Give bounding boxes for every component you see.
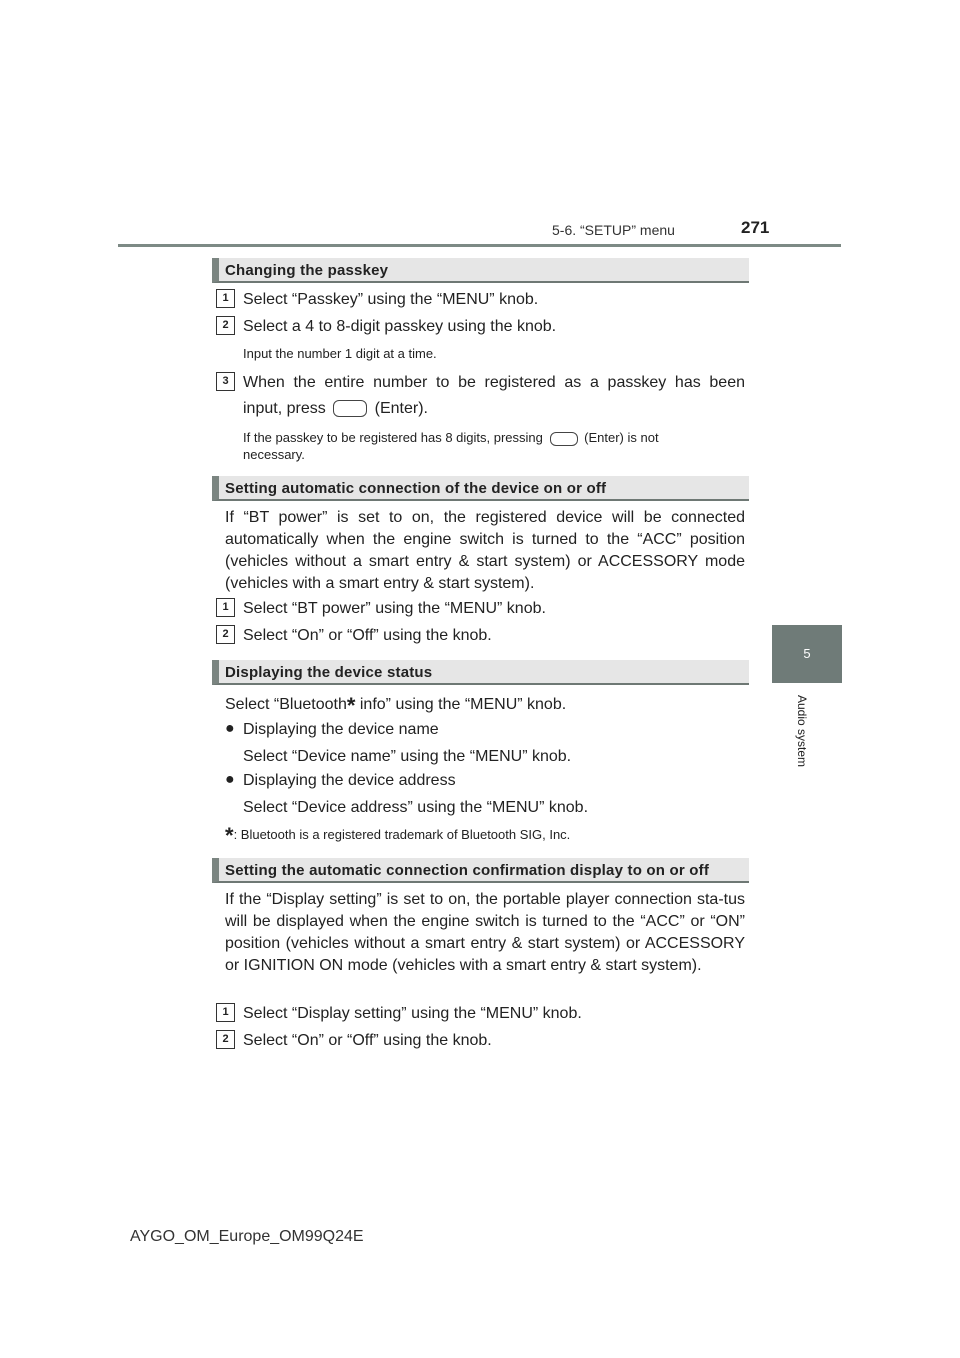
intro-text xyxy=(225,694,566,716)
header-rule xyxy=(118,244,841,247)
note-text: (Enter) is not xyxy=(584,430,659,445)
step-text: Select “On” or “Off” using the knob. xyxy=(243,627,492,644)
chapter-tab: 5 xyxy=(772,625,842,683)
step-number: 1 xyxy=(216,1003,235,1022)
section-title: Changing the passkey xyxy=(225,262,389,279)
note-text: If the passkey to be registered has 8 digits, pressing xyxy=(243,430,543,445)
step-text: Select “Display setting” using the “MENU” knob. xyxy=(243,1005,582,1022)
step-text: input, press xyxy=(243,400,326,417)
document-code: AYGO_OM_Europe_OM99Q24E xyxy=(130,1228,364,1245)
paragraph: If the “Display setting” is set to on, the portable player connection sta-tus will be displayed when the engine switch is turned to the “ACC” or “ON” position (vehicles without a smart entry & start system) or ACCESSORY or IGNITION ON mode (vehicles with a smart entry & start system). xyxy=(225,891,745,974)
bullet-text: Select “Device name” using the “MENU” knob. xyxy=(243,748,572,765)
step-note xyxy=(243,429,745,463)
footnote-text: : Bluetooth is a registered trademark of Bluetooth SIG, Inc. xyxy=(233,827,571,842)
step-text: (Enter). xyxy=(374,400,428,417)
step-number: 1 xyxy=(216,289,235,308)
bullet-text: Select “Device address” using the “MENU” knob. xyxy=(243,799,589,816)
page-number: 271 xyxy=(741,218,770,237)
intro-part: info” using the “MENU” knob. xyxy=(355,696,567,713)
asterisk: * xyxy=(225,823,234,848)
step-number: 2 xyxy=(216,625,235,644)
asterisk: * xyxy=(346,693,356,718)
section-header-passkey xyxy=(212,258,749,283)
step-text-line2 xyxy=(243,398,428,420)
step-text: Select a 4 to 8-digit passkey using the knob. xyxy=(243,318,557,335)
section-title: Setting the automatic connection confirmation display to on or off xyxy=(225,862,710,879)
step-number: 2 xyxy=(216,1030,235,1049)
section-header-autoconnect xyxy=(212,476,749,501)
enter-button-icon xyxy=(550,432,578,446)
header-section-title: 5-6. “SETUP” menu xyxy=(552,222,675,238)
step-number: 1 xyxy=(216,598,235,617)
paragraph: If “BT power” is set to on, the registered device will be connected automatically when the engine switch is turned to the “ACC” position (vehicles without a smart entry & start system) or ACCESSORY mode (vehicles with a smart entry & start system). xyxy=(225,509,745,592)
note-text: necessary. xyxy=(243,447,305,462)
bullet-title: Displaying the device address xyxy=(243,772,456,789)
step-text: Select “On” or “Off” using the knob. xyxy=(243,1032,492,1049)
chapter-label: Audio system xyxy=(795,695,809,768)
section-title: Displaying the device status xyxy=(225,664,433,681)
bullet-icon: ● xyxy=(225,771,235,788)
section-header-device-status xyxy=(212,660,749,685)
bullet-icon: ● xyxy=(225,720,235,737)
section-title: Setting automatic connection of the device on or off xyxy=(225,480,607,497)
enter-button-icon xyxy=(333,400,367,417)
footnote xyxy=(225,823,571,848)
step-note: Input the number 1 digit at a time. xyxy=(243,346,437,361)
step-number: 3 xyxy=(216,372,235,391)
step-text: When the entire number to be registered as a passkey has been xyxy=(243,374,745,391)
step-text: Select “Passkey” using the “MENU” knob. xyxy=(243,291,539,308)
section-header-display-setting xyxy=(212,858,749,883)
step-number: 2 xyxy=(216,316,235,335)
step-text: Select “BT power” using the “MENU” knob. xyxy=(243,600,546,617)
bullet-title: Displaying the device name xyxy=(243,721,439,738)
intro-part: Select “Bluetooth xyxy=(225,696,347,713)
